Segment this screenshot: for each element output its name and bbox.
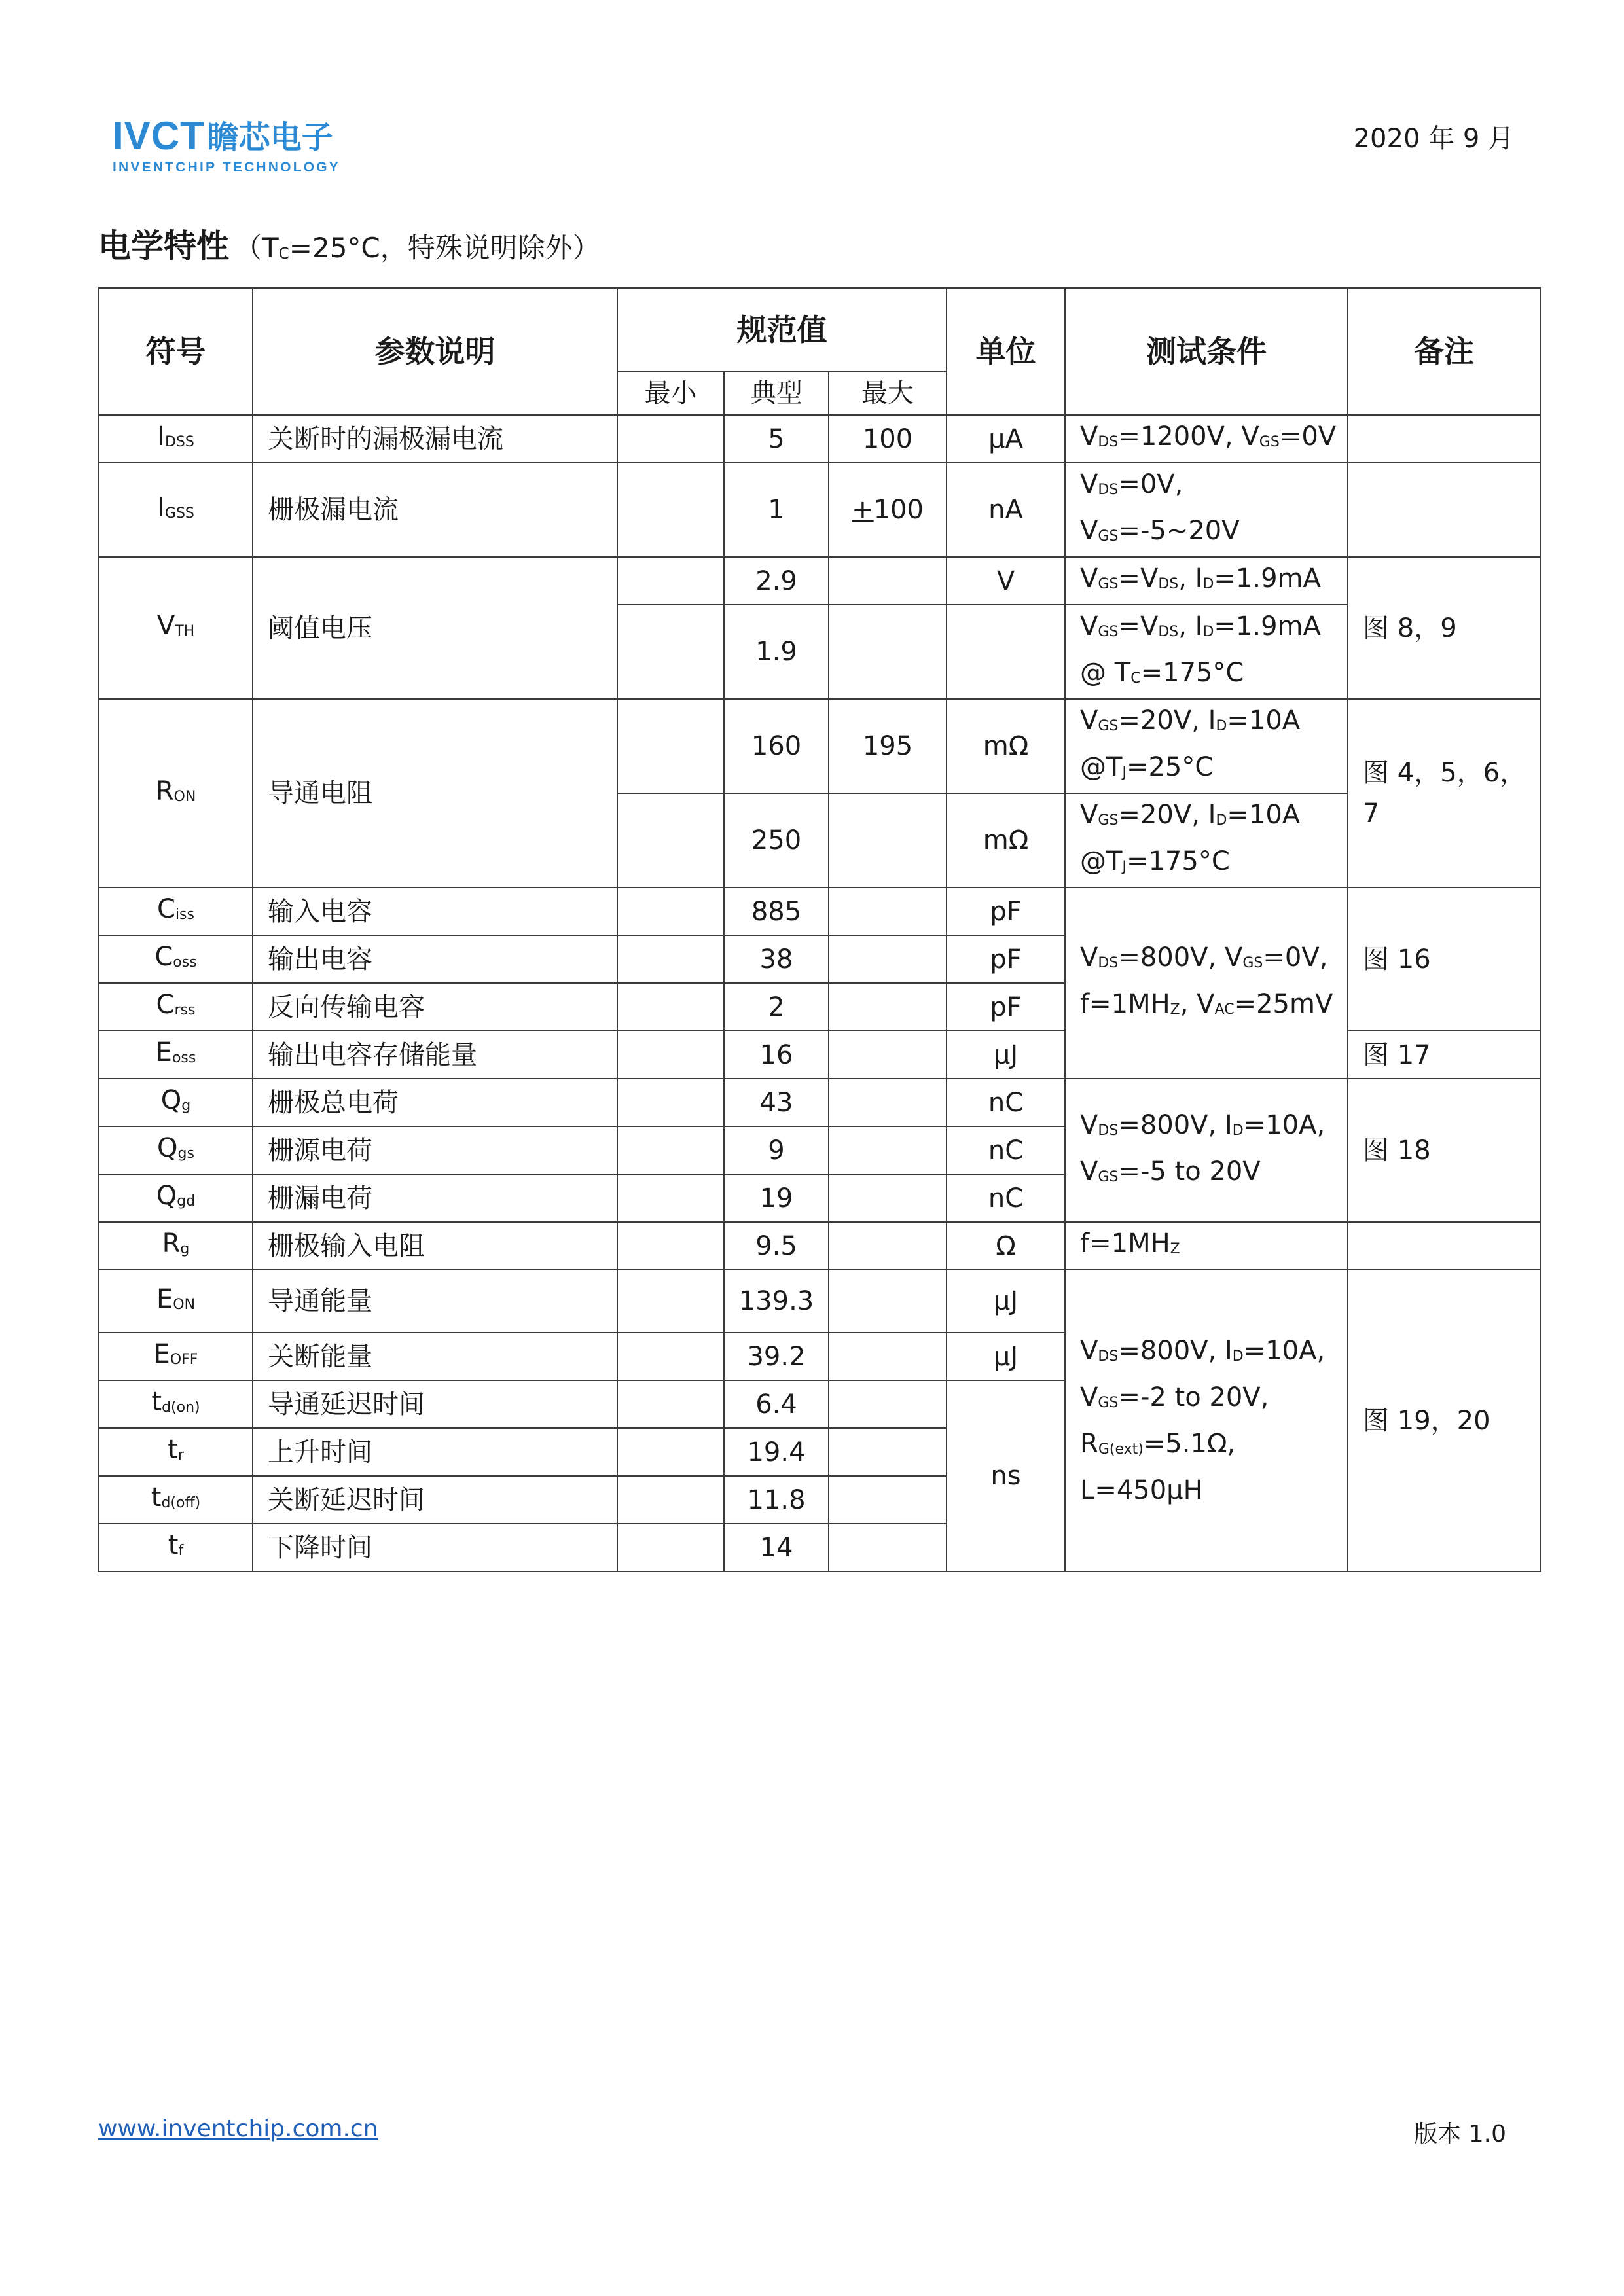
- unit-cell: [947, 605, 1065, 699]
- note-cell: 图 18: [1348, 1079, 1540, 1222]
- table-header-row: [99, 288, 1540, 372]
- max-cell: [829, 605, 947, 699]
- header-spec: 规范值: [617, 288, 947, 372]
- param-cell: 关断延迟时间: [253, 1476, 617, 1524]
- note-cell: [1348, 463, 1540, 557]
- unit-cell: nC: [947, 1174, 1065, 1222]
- min-cell: [617, 1380, 724, 1428]
- cond-cell: f=1MHZ: [1065, 1222, 1348, 1270]
- min-cell: [617, 983, 724, 1031]
- min-cell: [617, 1524, 724, 1571]
- section-title-main: 电学特性: [98, 227, 229, 265]
- symbol-cell: IGSS: [99, 463, 253, 557]
- symbol-cell: EON: [99, 1270, 253, 1333]
- symbol-cell: Rg: [99, 1222, 253, 1270]
- typ-cell: 19: [724, 1174, 829, 1222]
- table-row: [99, 1270, 1540, 1333]
- max-cell: [829, 1222, 947, 1270]
- max-cell: [829, 1428, 947, 1476]
- typ-cell: 38: [724, 935, 829, 983]
- unit-cell: nA: [947, 463, 1065, 557]
- param-cell: 导通电阻: [253, 699, 617, 888]
- logo-cn: 瞻芯电子: [207, 119, 333, 156]
- typ-cell: 43: [724, 1079, 829, 1126]
- logo-subtitle: INVENTCHIP TECHNOLOGY: [113, 160, 341, 175]
- header-param: 参数说明: [253, 288, 617, 415]
- symbol-cell: td(on): [99, 1380, 253, 1428]
- website-link[interactable]: www.inventchip.com.cn: [98, 2115, 378, 2142]
- typ-cell: 250: [724, 793, 829, 888]
- symbol-cell: tf: [99, 1524, 253, 1571]
- electrical-characteristics-table: [98, 287, 1541, 1572]
- symbol-cell: VTH: [99, 557, 253, 699]
- param-cell: 栅极总电荷: [253, 1079, 617, 1126]
- typ-cell: 14: [724, 1524, 829, 1571]
- param-cell: 导通延迟时间: [253, 1380, 617, 1428]
- min-cell: [617, 1428, 724, 1476]
- max-cell: [829, 1476, 947, 1524]
- symbol-cell: Qgd: [99, 1174, 253, 1222]
- cond-cell: VGS=20V, ID=10A @TJ=25°C: [1065, 699, 1348, 793]
- typ-cell: 19.4: [724, 1428, 829, 1476]
- symbol-cell: Qg: [99, 1079, 253, 1126]
- param-cell: 栅漏电荷: [253, 1174, 617, 1222]
- cond-cell: VDS=1200V, VGS=0V: [1065, 415, 1348, 463]
- header-note: 备注: [1348, 288, 1540, 415]
- version-label: 版本 1.0: [1414, 2121, 1506, 2147]
- max-cell: [829, 888, 947, 935]
- max-cell: [829, 1126, 947, 1174]
- min-cell: [617, 1031, 724, 1079]
- company-logo: [113, 115, 361, 175]
- param-cell: 阈值电压: [253, 557, 617, 699]
- unit-cell: nC: [947, 1079, 1065, 1126]
- table-row: [99, 557, 1540, 605]
- max-cell: [829, 1174, 947, 1222]
- table-row: [99, 1079, 1540, 1126]
- note-cell: 图 17: [1348, 1031, 1540, 1079]
- unit-cell: μJ: [947, 1333, 1065, 1380]
- header-max: 最大: [829, 372, 947, 415]
- symbol-cell: Eoss: [99, 1031, 253, 1079]
- typ-cell: 160: [724, 699, 829, 793]
- document-date: 2020 年 9 月: [1353, 124, 1514, 154]
- section-title: [98, 220, 600, 267]
- max-cell: +100: [829, 463, 947, 557]
- cond-cell: VDS=0V, VGS=-5~20V: [1065, 463, 1348, 557]
- max-cell: [829, 935, 947, 983]
- symbol-cell: Qgs: [99, 1126, 253, 1174]
- symbol-cell: td(off): [99, 1476, 253, 1524]
- param-cell: 关断时的漏极漏电流: [253, 415, 617, 463]
- cond-cell: VGS=20V, ID=10A @TJ=175°C: [1065, 793, 1348, 888]
- min-cell: [617, 935, 724, 983]
- param-cell: 关断能量: [253, 1333, 617, 1380]
- param-cell: 栅极漏电流: [253, 463, 617, 557]
- section-condition: （TC=25°C，特殊说明除外）: [234, 232, 600, 264]
- unit-cell: μA: [947, 415, 1065, 463]
- min-cell: [617, 793, 724, 888]
- header-cond: 测试条件: [1065, 288, 1348, 415]
- max-cell: 100: [829, 415, 947, 463]
- param-cell: 输入电容: [253, 888, 617, 935]
- max-cell: [829, 983, 947, 1031]
- max-cell: [829, 1524, 947, 1571]
- cond-cell: VDS=800V, ID=10A, VGS=-5 to 20V: [1065, 1079, 1348, 1222]
- cond-cell: VGS=VDS, ID=1.9mA @ TC=175°C: [1065, 605, 1348, 699]
- logo-abbr: IVCT: [113, 114, 205, 158]
- typ-cell: 9: [724, 1126, 829, 1174]
- note-cell: 图 8，9: [1348, 557, 1540, 699]
- max-cell: [829, 1031, 947, 1079]
- table-row: [99, 1222, 1540, 1270]
- typ-cell: 2: [724, 983, 829, 1031]
- typ-cell: 885: [724, 888, 829, 935]
- unit-cell: Ω: [947, 1222, 1065, 1270]
- typ-cell: 1: [724, 463, 829, 557]
- symbol-cell: Coss: [99, 935, 253, 983]
- param-cell: 输出电容: [253, 935, 617, 983]
- header-typ: 典型: [724, 372, 829, 415]
- typ-cell: 5: [724, 415, 829, 463]
- symbol-cell: RON: [99, 699, 253, 888]
- min-cell: [617, 463, 724, 557]
- symbol-cell: IDSS: [99, 415, 253, 463]
- unit-cell: pF: [947, 983, 1065, 1031]
- max-cell: 195: [829, 699, 947, 793]
- param-cell: 栅源电荷: [253, 1126, 617, 1174]
- min-cell: [617, 699, 724, 793]
- header-min: 最小: [617, 372, 724, 415]
- max-cell: [829, 793, 947, 888]
- typ-cell: 39.2: [724, 1333, 829, 1380]
- max-cell: [829, 557, 947, 605]
- unit-cell: μJ: [947, 1031, 1065, 1079]
- param-cell: 输出电容存储能量: [253, 1031, 617, 1079]
- table-row: [99, 699, 1540, 793]
- symbol-cell: tr: [99, 1428, 253, 1476]
- param-cell: 栅极输入电阻: [253, 1222, 617, 1270]
- min-cell: [617, 1079, 724, 1126]
- note-cell: 图 16: [1348, 888, 1540, 1031]
- param-cell: 导通能量: [253, 1270, 617, 1333]
- table-row: [99, 415, 1540, 463]
- symbol-cell: Ciss: [99, 888, 253, 935]
- unit-cell: V: [947, 557, 1065, 605]
- min-cell: [617, 888, 724, 935]
- unit-cell: pF: [947, 935, 1065, 983]
- max-cell: [829, 1380, 947, 1428]
- header-symbol: 符号: [99, 288, 253, 415]
- note-cell: 图 19，20: [1348, 1270, 1540, 1571]
- param-cell: 反向传输电容: [253, 983, 617, 1031]
- cond-cell: VDS=800V, VGS=0V, f=1MHZ, VAC=25mV: [1065, 888, 1348, 1079]
- unit-cell: mΩ: [947, 793, 1065, 888]
- typ-cell: 1.9: [724, 605, 829, 699]
- table-row: [99, 888, 1540, 935]
- typ-cell: 16: [724, 1031, 829, 1079]
- unit-cell: nC: [947, 1126, 1065, 1174]
- param-cell: 上升时间: [253, 1428, 617, 1476]
- max-cell: [829, 1333, 947, 1380]
- min-cell: [617, 557, 724, 605]
- table-row: [99, 463, 1540, 557]
- min-cell: [617, 1222, 724, 1270]
- min-cell: [617, 1333, 724, 1380]
- cond-cell: VGS=VDS, ID=1.9mA: [1065, 557, 1348, 605]
- note-cell: [1348, 415, 1540, 463]
- symbol-cell: EOFF: [99, 1333, 253, 1380]
- typ-cell: 139.3: [724, 1270, 829, 1333]
- min-cell: [617, 605, 724, 699]
- typ-cell: 2.9: [724, 557, 829, 605]
- cond-cell: VDS=800V, ID=10A, VGS=-2 to 20V, RG(ext)=5.1Ω, L=450μH: [1065, 1270, 1348, 1571]
- max-cell: [829, 1270, 947, 1333]
- header-unit: 单位: [947, 288, 1065, 415]
- note-cell: [1348, 1222, 1540, 1270]
- unit-cell: ns: [947, 1380, 1065, 1571]
- param-cell: 下降时间: [253, 1524, 617, 1571]
- typ-cell: 11.8: [724, 1476, 829, 1524]
- max-cell: [829, 1079, 947, 1126]
- unit-cell: pF: [947, 888, 1065, 935]
- symbol-cell: Crss: [99, 983, 253, 1031]
- note-cell: 图 4，5，6，7: [1348, 699, 1540, 888]
- min-cell: [617, 1270, 724, 1333]
- min-cell: [617, 1476, 724, 1524]
- typ-cell: 9.5: [724, 1222, 829, 1270]
- unit-cell: μJ: [947, 1270, 1065, 1333]
- min-cell: [617, 415, 724, 463]
- typ-cell: 6.4: [724, 1380, 829, 1428]
- unit-cell: mΩ: [947, 699, 1065, 793]
- min-cell: [617, 1174, 724, 1222]
- min-cell: [617, 1126, 724, 1174]
